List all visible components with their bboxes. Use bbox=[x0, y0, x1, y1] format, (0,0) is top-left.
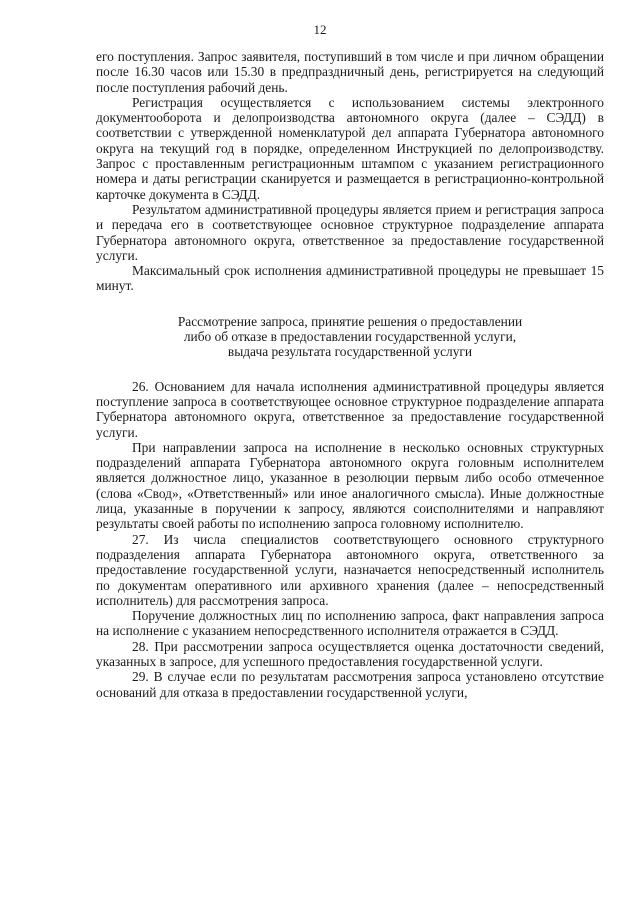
paragraph-assignment: Поручение должностных лиц по исполнению запроса, факт направления запроса на исполнение с указанием непосредственного исполнителя отражается в СЭДД. bbox=[96, 608, 604, 639]
paragraph-result: Результатом административной процедуры является прием и регистрация запроса и передача его в соответствующее основное структурное подразделение аппарата Губернатора автономного округа, ответственное за предоставление государственной услуги. bbox=[96, 201, 604, 263]
page-number: 12 bbox=[313, 22, 327, 37]
paragraph-item-29: 29. В случае если по результатам рассмотрения запроса установлено отсутствие оснований для отказа в предоставлении государственной услуги, bbox=[96, 669, 604, 700]
section-heading-line: либо об отказе в предоставлении государственной услуги, bbox=[183, 329, 517, 345]
paragraph-item-28: 28. При рассмотрении запроса осуществляется оценка достаточности сведений, указанных в запросе, для успешного предоставления государственной услуги. bbox=[96, 638, 604, 669]
paragraph-max-duration: Максимальный срок исполнения административной процедуры не превышает 15 минут. bbox=[96, 263, 604, 294]
paragraph-multiple-executors: При направлении запроса на исполнение в несколько основных структурных подразделений аппарата Губернатора автономного округа головным исполнителем является должностное лицо, указанное в резолюции первым либо особо отмеченное (слова «Свод», «Ответственный» или иное аналогичного смысла). Иные должностные лица, указанные в поручении к запросу, являются соисполнителями и направляют результаты своей работы по исполнению запроса головному исполнителю. bbox=[96, 439, 604, 532]
paragraph-continuation: его поступления. Запрос заявителя, поступивший в том числе и при личном обращении после 16.30 часов или 15.30 в предпраздничный день, регистрируется на следующий после поступления рабочий день. bbox=[96, 49, 604, 95]
section-heading bbox=[96, 314, 604, 360]
document-body bbox=[96, 49, 604, 700]
paragraph-registration: Регистрация осуществляется с использованием системы электронного документооборота и делопроизводства автономного округа (далее – СЭДД) в соответствии с утвержденной номенклатурой дел аппарата Губернатора автономного округа на текущий год в порядке, определенном Инструкцией по делопроизводству. Запрос с проставленным регистрационным штампом с указанием регистрационного номера и даты регистрации сканируется и размещается в регистрационно-контрольной карточке документа в СЭДД. bbox=[96, 94, 604, 202]
section-heading-line: Рассмотрение запроса, принятие решения о предоставлении bbox=[177, 313, 523, 329]
section-heading-line: выдача результата государственной услуги bbox=[227, 344, 473, 360]
paragraph-item-26: 26. Основанием для начала исполнения административной процедуры является поступление запроса в соответствующее основное структурное подразделение аппарата Губернатора автономного округа, ответственное за предоставление государственной услуги. bbox=[96, 378, 604, 440]
paragraph-item-27: 27. Из числа специалистов соответствующего основного структурного подразделения аппарата Губернатора автономного округа, ответственного за предоставление государственной услуги, назначается непосредственный исполнитель по документам оперативного или архивного хранения (далее – непосредственный исполнитель) для рассмотрения запроса. bbox=[96, 531, 604, 608]
